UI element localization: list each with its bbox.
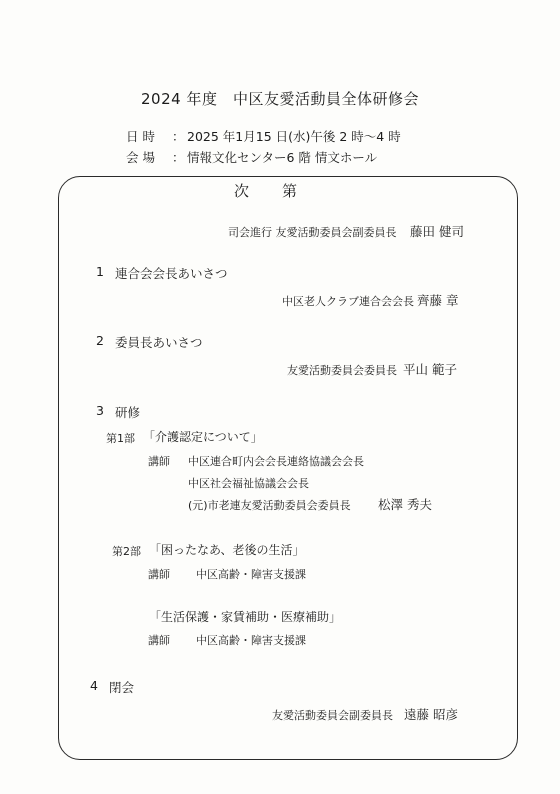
item-3-number: 3 [96,403,104,418]
moderator-role: 司会進行 友愛活動委員会副委員長 [228,226,397,239]
part-2-topic: 「困ったなあ、老後の生活」 [149,543,305,557]
moderator-name: 藤田 健司 [410,224,464,239]
item-1-title: 連合会会長あいさつ [115,266,228,281]
item-1-role: 中区老人クラブ連合会会長 [282,295,414,308]
closing-name: 遠藤 昭彦 [404,707,458,722]
venue-separator: ： [172,150,185,165]
item-2-title: 委員長あいさつ [115,335,203,350]
document-title: 2024 年度 中区友愛活動員全体研修会 [141,90,419,108]
item-2-name: 平山 範子 [403,362,457,377]
venue-label: 会 場 [126,150,155,165]
part-1-lecturer-line: (元)市老連友愛活動委員会委員長 [188,499,351,512]
part-1-lecturer-line: 中区連合町内会会長連絡協議会会長 [188,455,364,468]
item-1-number: 1 [96,264,104,279]
date-value: 2025 年1月15 日(水)午後 2 時～4 時 [187,129,401,144]
date-separator: ： [172,129,185,144]
part-2-label: 第2部 [112,545,141,558]
part-1-label: 第1部 [106,432,135,445]
item-1-name: 齊藤 章 [417,293,459,308]
agenda-heading: 次 第 [234,182,299,200]
item-4-title: 閉会 [109,680,135,695]
part-2-lecturer: 中区高齢・障害支援課 [196,568,306,581]
item-3-title: 研修 [115,405,141,420]
part-3-lecturer: 中区高齢・障害支援課 [196,634,306,647]
closing-role: 友愛活動委員会副委員長 [272,709,393,722]
part-1-lecturer-line: 中区社会福祉協議会会長 [188,477,309,490]
venue-value: 情報文化センター6 階 情文ホール [187,150,378,165]
part-1-topic: 「介護認定について」 [143,430,263,444]
part-3-topic: 「生活保護・家賃補助・医療補助」 [149,610,342,624]
item-2-role: 友愛活動委員会委員長 [287,364,397,377]
part-1-lecturer-label: 講師 [148,455,170,468]
item-2-number: 2 [96,333,104,348]
item-4-number: 4 [90,678,98,693]
part-2-lecturer-label: 講師 [148,568,170,581]
part-3-lecturer-label: 講師 [148,634,170,647]
date-label: 日 時 [126,129,155,144]
part-1-lecturer-name: 松澤 秀夫 [378,497,432,512]
